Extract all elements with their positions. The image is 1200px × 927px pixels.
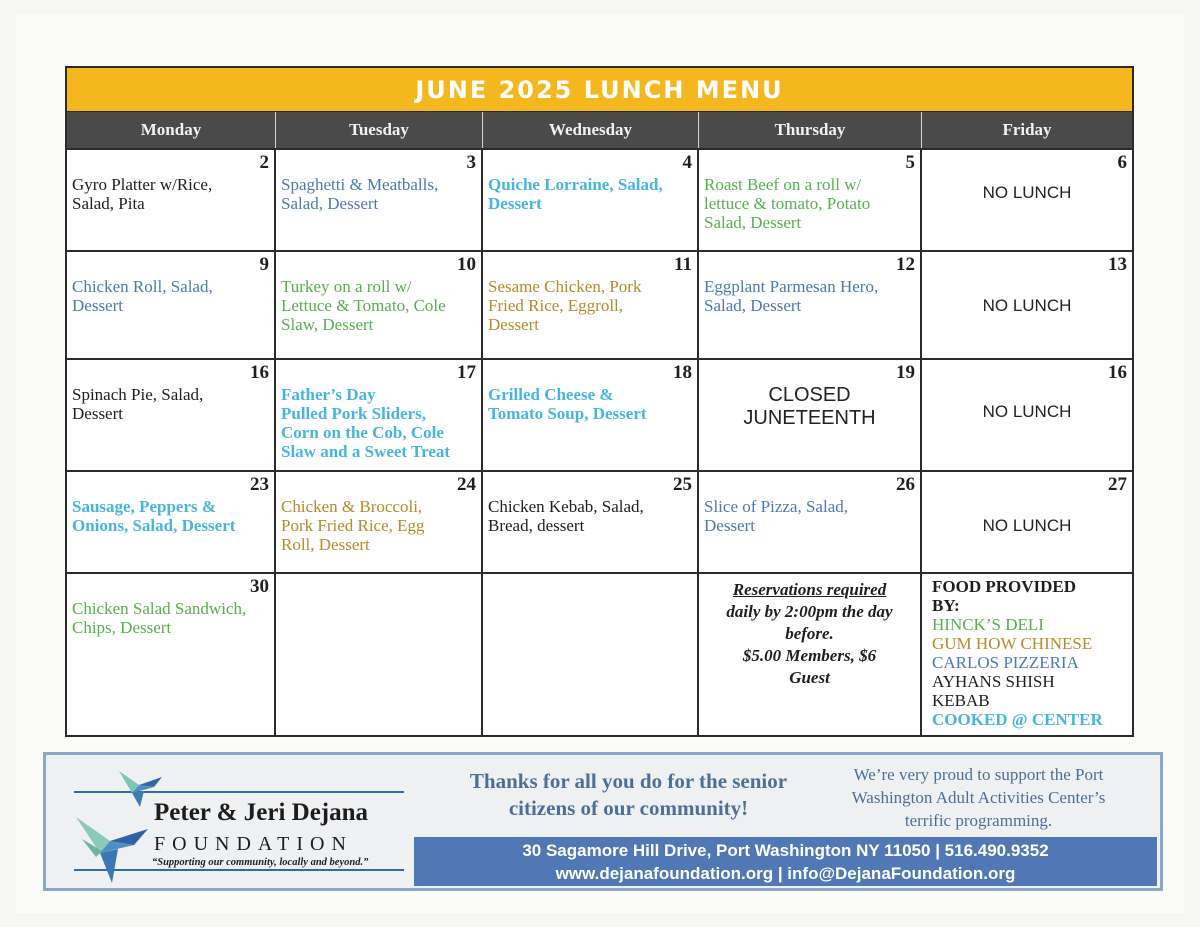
- day-cell-thursday: [699, 250, 922, 358]
- large-bird-icon: [72, 805, 152, 885]
- no-lunch-label: NO LUNCH: [982, 516, 1072, 535]
- closed-line: CLOSED: [768, 384, 851, 406]
- providers-heading: BY:: [932, 596, 960, 615]
- closed-line: JUNETEENTH: [743, 407, 876, 429]
- day-number: 4: [682, 152, 692, 173]
- calendar-grid: [67, 148, 1132, 736]
- day-cell-thursday: [699, 358, 922, 470]
- day-cell-wednesday: [483, 358, 699, 470]
- day-number: 19: [896, 362, 915, 383]
- day-cell-thursday: [699, 148, 922, 250]
- logo-tagline: “Supporting our community, locally and beyond.”: [152, 857, 369, 868]
- day-cell-friday: [922, 470, 1132, 572]
- meal-line: Lettuce & Tomato, Cole: [281, 296, 446, 315]
- reservation-text: [704, 579, 915, 689]
- meal-line: Father’s Day: [281, 385, 376, 404]
- reservation-heading: Reservations required: [732, 580, 887, 599]
- day-number: 2: [259, 152, 269, 173]
- day-number: 12: [896, 254, 915, 275]
- meal-line: Pork Fried Rice, Egg: [281, 516, 425, 535]
- meal-description: [281, 497, 476, 554]
- day-number: 6: [1117, 152, 1127, 173]
- meal-line: Bread, dessert: [488, 516, 585, 535]
- thanks-message: [431, 768, 826, 822]
- meal-description: [488, 277, 692, 334]
- meal-line: Salad, Dessert: [281, 194, 379, 213]
- day-number: 18: [673, 362, 692, 383]
- day-cell-monday: [67, 572, 276, 736]
- day-number: 23: [250, 474, 269, 495]
- day-cell-friday: [922, 148, 1132, 250]
- meal-description: [488, 175, 692, 213]
- meal-line: Roast Beef on a roll w/: [704, 175, 862, 194]
- address-line: 30 Sagamore Hill Drive, Port Washington NY 11050 | 516.490.9352: [522, 841, 1049, 860]
- meal-description: [704, 277, 915, 315]
- meal-description: [281, 175, 476, 213]
- day-cell-tuesday: [276, 148, 483, 250]
- meal-line: Chips, Dessert: [72, 618, 172, 637]
- weekday-wednesday: Wednesday: [483, 112, 699, 148]
- lunch-calendar: [65, 66, 1134, 737]
- meal-line: Dessert: [72, 296, 123, 315]
- day-number: 25: [673, 474, 692, 495]
- meal-line: Pulled Pork Sliders,: [281, 404, 426, 423]
- logo-name: Peter & Jeri Dejana: [154, 799, 369, 826]
- meal-line: Roll, Dessert: [281, 535, 370, 554]
- day-cell-tuesday: [276, 470, 483, 572]
- meal-line: Gyro Platter w/Rice,: [72, 175, 213, 194]
- no-lunch-label: NO LUNCH: [982, 183, 1072, 202]
- day-cell-monday: [67, 358, 276, 470]
- meal-line: Spaghetti & Meatballs,: [281, 175, 439, 194]
- weekday-header: [67, 112, 1132, 148]
- meal-line: Dessert: [704, 516, 755, 535]
- meal-description: [281, 277, 476, 334]
- meal-line: Slaw and a Sweet Treat: [281, 442, 451, 461]
- reservation-line: daily by 2:00pm the day: [726, 602, 893, 621]
- day-number: 30: [250, 576, 269, 597]
- day-number: 5: [905, 152, 915, 173]
- day-cell-tuesday: [276, 250, 483, 358]
- reservation-line: before.: [785, 624, 834, 643]
- meal-description: [72, 175, 269, 213]
- meal-line: lettuce & tomato, Potato: [704, 194, 871, 213]
- support-message: [826, 763, 1131, 832]
- meal-line: Grilled Cheese &: [488, 385, 614, 404]
- day-cell-friday: [922, 358, 1132, 470]
- provider-item: AYHANS SHISH: [932, 672, 1055, 691]
- meal-description: [488, 385, 692, 423]
- day-cell-monday: [67, 148, 276, 250]
- meal-line: Corn on the Cob, Cole: [281, 423, 444, 442]
- no-lunch-label: NO LUNCH: [982, 296, 1072, 315]
- thanks-line-1: Thanks for all you do for the senior: [469, 769, 788, 793]
- day-number: 27: [1108, 474, 1127, 495]
- day-cell-friday: [922, 250, 1132, 358]
- provider-item: GUM HOW CHINESE: [932, 634, 1093, 653]
- weekday-monday: Monday: [67, 112, 276, 148]
- day-cell-wednesday: [483, 250, 699, 358]
- day-number: 17: [457, 362, 476, 383]
- meal-line: Onions, Salad, Dessert: [72, 516, 236, 535]
- empty-day-cell: [483, 572, 699, 736]
- provider-item: COOKED @ CENTER: [932, 710, 1103, 729]
- meal-description: [72, 497, 269, 535]
- day-number: 16: [1108, 362, 1127, 383]
- reservation-line: Guest: [789, 668, 830, 687]
- weekday-tuesday: Tuesday: [276, 112, 483, 148]
- dejana-foundation-logo: [64, 761, 424, 885]
- day-number: 11: [674, 254, 692, 275]
- meal-line: Salad, Dessert: [704, 213, 802, 232]
- no-lunch-label: NO LUNCH: [982, 402, 1072, 421]
- closed-label: [699, 384, 920, 430]
- meal-line: Quiche Lorraine, Salad,: [488, 175, 663, 194]
- day-cell-wednesday: [483, 470, 699, 572]
- provider-item: HINCK’S DELI: [932, 615, 1044, 634]
- day-number: 13: [1108, 254, 1127, 275]
- day-number: 26: [896, 474, 915, 495]
- providers-heading: FOOD PROVIDED: [932, 577, 1077, 596]
- support-line-1: We’re very proud to support the Port: [853, 765, 1104, 784]
- day-cell-monday: [67, 250, 276, 358]
- meal-line: Tomato Soup, Dessert: [488, 404, 647, 423]
- day-number: 9: [259, 254, 269, 275]
- meal-line: Sesame Chicken, Pork: [488, 277, 642, 296]
- support-line-3: terrific programming.: [904, 811, 1053, 830]
- foundation-footer: [43, 752, 1163, 891]
- meal-description: [72, 277, 269, 315]
- day-number: 3: [466, 152, 476, 173]
- empty-day-cell: [276, 572, 483, 736]
- meal-line: Turkey on a roll w/: [281, 277, 412, 296]
- support-line-2: Washington Adult Activities Center’s: [851, 788, 1106, 807]
- day-number: 10: [457, 254, 476, 275]
- weekday-friday: Friday: [1002, 120, 1052, 139]
- reservation-note: [699, 572, 922, 736]
- day-cell-thursday: [699, 470, 922, 572]
- meal-line: Eggplant Parmesan Hero,: [704, 277, 879, 296]
- meal-description: [488, 497, 692, 535]
- meal-line: Salad, Pita: [72, 194, 145, 213]
- logo-foundation: FOUNDATION: [154, 833, 353, 855]
- providers-list: [932, 577, 1127, 729]
- meal-line: Chicken Roll, Salad,: [72, 277, 213, 296]
- day-number: 16: [250, 362, 269, 383]
- meal-line: Dessert: [488, 194, 542, 213]
- meal-description: [72, 385, 269, 423]
- meal-line: Sausage, Peppers &: [72, 497, 217, 516]
- meal-line: Chicken Kebab, Salad,: [488, 497, 644, 516]
- meal-line: Spinach Pie, Salad,: [72, 385, 204, 404]
- provider-item: KEBAB: [932, 691, 990, 710]
- meal-line: Slice of Pizza, Salad,: [704, 497, 848, 516]
- meal-line: Slaw, Dessert: [281, 315, 374, 334]
- meal-line: Chicken Salad Sandwich,: [72, 599, 247, 618]
- day-cell-wednesday: [483, 148, 699, 250]
- day-cell-monday: [67, 470, 276, 572]
- meal-description: [281, 385, 476, 461]
- food-providers: [922, 572, 1132, 736]
- calendar-title: JUNE 2025 LUNCH MENU: [67, 68, 1132, 112]
- meal-line: Fried Rice, Eggroll,: [488, 296, 624, 315]
- meal-description: [704, 497, 915, 535]
- meal-line: Salad, Dessert: [704, 296, 802, 315]
- web-email-line: www.dejanafoundation.org | info@DejanaFoundation.org: [555, 864, 1016, 883]
- meal-line: Dessert: [72, 404, 123, 423]
- meal-description: [72, 599, 269, 637]
- day-number: 24: [457, 474, 476, 495]
- meal-line: Chicken & Broccoli,: [281, 497, 423, 516]
- day-cell-tuesday: [276, 358, 483, 470]
- contact-bar: [414, 837, 1157, 886]
- provider-item: CARLOS PIZZERIA: [932, 653, 1079, 672]
- meal-description: [704, 175, 915, 232]
- reservation-line: $5.00 Members, $6: [742, 646, 877, 665]
- weekday-thursday: Thursday: [699, 112, 922, 148]
- thanks-line-2: citizens of our community!: [508, 796, 749, 820]
- meal-line: Dessert: [488, 315, 539, 334]
